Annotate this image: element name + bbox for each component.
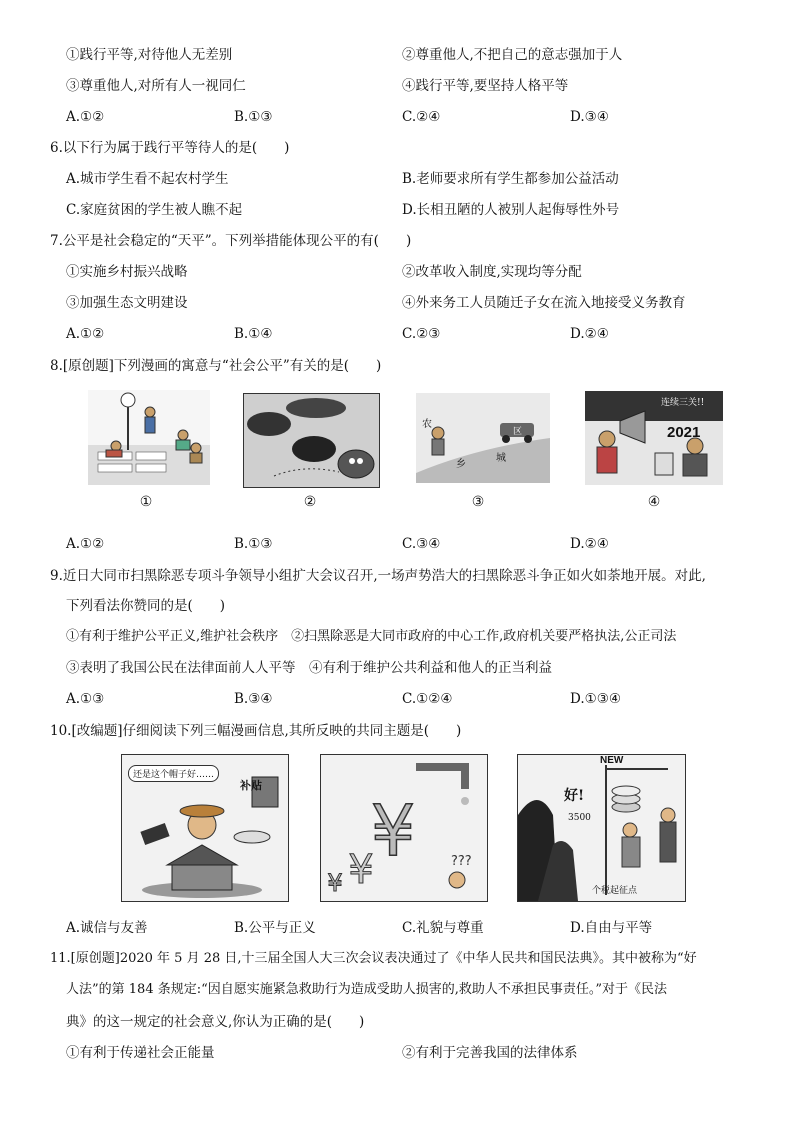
q7-choice-c: C.②③	[402, 326, 441, 342]
q10-cartoon-3	[517, 754, 686, 902]
q8-cartoon-2	[243, 393, 380, 488]
q11-option-2: ②有利于完善我国的法律体系	[402, 1045, 578, 1061]
three-passes-label: 连续三关!!	[661, 398, 705, 408]
new-label: NEW	[600, 755, 624, 766]
q5-option-1: ①践行平等,对待他人无差别	[66, 47, 233, 63]
q10-cartoon-1	[121, 754, 289, 902]
q8-choice-b: B.①③	[234, 536, 273, 552]
tax-threshold-label: 个税起征点	[592, 886, 638, 896]
farmer-label: 农	[422, 419, 432, 430]
q8-choice-d: D.②④	[570, 536, 609, 552]
q7-option-3: ③加强生态文明建设	[66, 295, 188, 311]
speech-bubble: 还是这个帽子好……	[128, 765, 219, 782]
q8-stem: 8.[原创题]下列漫画的寓意与“社会公平”有关的是( )	[50, 358, 382, 374]
q9-choice-c: C.①②④	[402, 691, 453, 707]
q8-cartoon-1	[88, 390, 210, 485]
q9-choice-d: D.①③④	[570, 691, 621, 707]
subsidy-sign: 补贴	[240, 779, 262, 792]
q6-choice-a: A.城市学生看不起农村学生	[66, 171, 229, 187]
q9-choice-a: A.①③	[66, 691, 105, 707]
q7-option-4: ④外来务工人员随迁子女在流入地接受义务教育	[402, 295, 686, 311]
q10-cartoon-2	[320, 754, 488, 902]
year-label: 2021	[667, 424, 701, 441]
q5-choice-c: C.②④	[402, 109, 441, 125]
good-label: 好!	[564, 788, 585, 804]
rural-urban-illustration	[416, 393, 550, 483]
q8-caption-2: ②	[303, 494, 317, 510]
district-label: 区	[513, 427, 523, 437]
q6-stem: 6.以下行为属于践行平等待人的是( )	[50, 140, 290, 156]
q10-choice-b: B.公平与正义	[234, 920, 316, 936]
q5-option-4: ④践行平等,要坚持人格平等	[402, 78, 569, 94]
q10-choice-c: C.礼貌与尊重	[402, 920, 484, 936]
tax-threshold-illustration	[518, 755, 685, 901]
q8-caption-3: ③	[471, 494, 485, 510]
yuan-faucet-illustration	[321, 755, 487, 901]
q7-choice-d: D.②④	[570, 326, 609, 342]
q5-choice-b: B.①③	[234, 109, 273, 125]
city-label: 城	[496, 453, 506, 464]
svg-text:???: ???	[451, 854, 472, 869]
q9-stem-line-2: 下列看法你赞同的是( )	[66, 598, 226, 614]
q9-options-3-4: ③表明了我国公民在法律面前人人平等 ④有利于维护公共利益和他人的正当利益	[66, 660, 552, 676]
q10-stem: 10.[改编题]仔细阅读下列三幅漫画信息,其所反映的共同主题是( )	[50, 723, 462, 739]
q8-caption-1: ①	[139, 494, 153, 510]
township-label: 乡	[456, 459, 466, 470]
svg-text:¥: ¥	[327, 869, 343, 897]
svg-text:¥: ¥	[348, 847, 374, 893]
q7-choice-b: B.①④	[234, 326, 273, 342]
q9-stem-line-1: 9.近日大同市扫黑除恶专项斗争领导小组扩大会议召开,一场声势浩大的扫黑除恶斗争正如火如荼地开展。对此,	[50, 568, 706, 584]
q5-choice-a: A.①②	[66, 109, 105, 125]
q11-stem-line-1: 11.[原创题]2020 年 5 月 28 日,十三届全国人大三次会议表决通过了《中华人民共和国民法典》。其中被称为“好	[50, 951, 697, 966]
q7-choice-a: A.①②	[66, 326, 105, 342]
q11-stem-line-2: 人法”的第 184 条规定:“因自愿实施紧急救助行为造成受助人损害的,救助人不承担民事责任。”对于《民法	[66, 982, 668, 997]
q10-choice-a: A.诚信与友善	[66, 920, 148, 936]
q11-option-1: ①有利于传递社会正能量	[66, 1045, 215, 1061]
q10-choice-d: D.自由与平等	[570, 920, 653, 936]
q5-option-2: ②尊重他人,不把自己的意志强加于人	[402, 47, 623, 63]
coins-illustration	[244, 394, 379, 487]
q8-choice-c: C.③④	[402, 536, 441, 552]
q7-stem: 7.公平是社会稳定的“天平”。下列举措能体现公平的有( )	[50, 233, 412, 249]
q5-option-3: ③尊重他人,对所有人一视同仁	[66, 78, 246, 94]
svg-text:¥: ¥	[370, 790, 416, 872]
threshold-number: 3500	[568, 813, 591, 823]
q8-cartoon-3	[416, 393, 550, 483]
q8-cartoon-4	[585, 391, 723, 485]
q9-options-1-2: ①有利于维护公平正义,维护社会秩序 ②扫黑除恶是大同市政府的中心工作,政府机关要严格执法,公正司法	[66, 629, 677, 644]
q9-choice-b: B.③④	[234, 691, 273, 707]
q6-choice-c: C.家庭贫困的学生被人瞧不起	[66, 202, 243, 218]
q8-choice-a: A.①②	[66, 536, 105, 552]
q7-option-2: ②改革收入制度,实现均等分配	[402, 264, 582, 280]
q6-choice-b: B.老师要求所有学生都参加公益活动	[402, 171, 619, 187]
race-track-illustration	[88, 390, 210, 485]
q7-option-1: ①实施乡村振兴战略	[66, 264, 188, 280]
q11-stem-line-3: 典》的这一规定的社会意义,你认为正确的是( )	[66, 1014, 365, 1030]
q8-caption-4: ④	[647, 494, 661, 510]
q6-choice-d: D.长相丑陋的人被别人起侮辱性外号	[402, 202, 620, 218]
q5-choice-d: D.③④	[570, 109, 609, 125]
